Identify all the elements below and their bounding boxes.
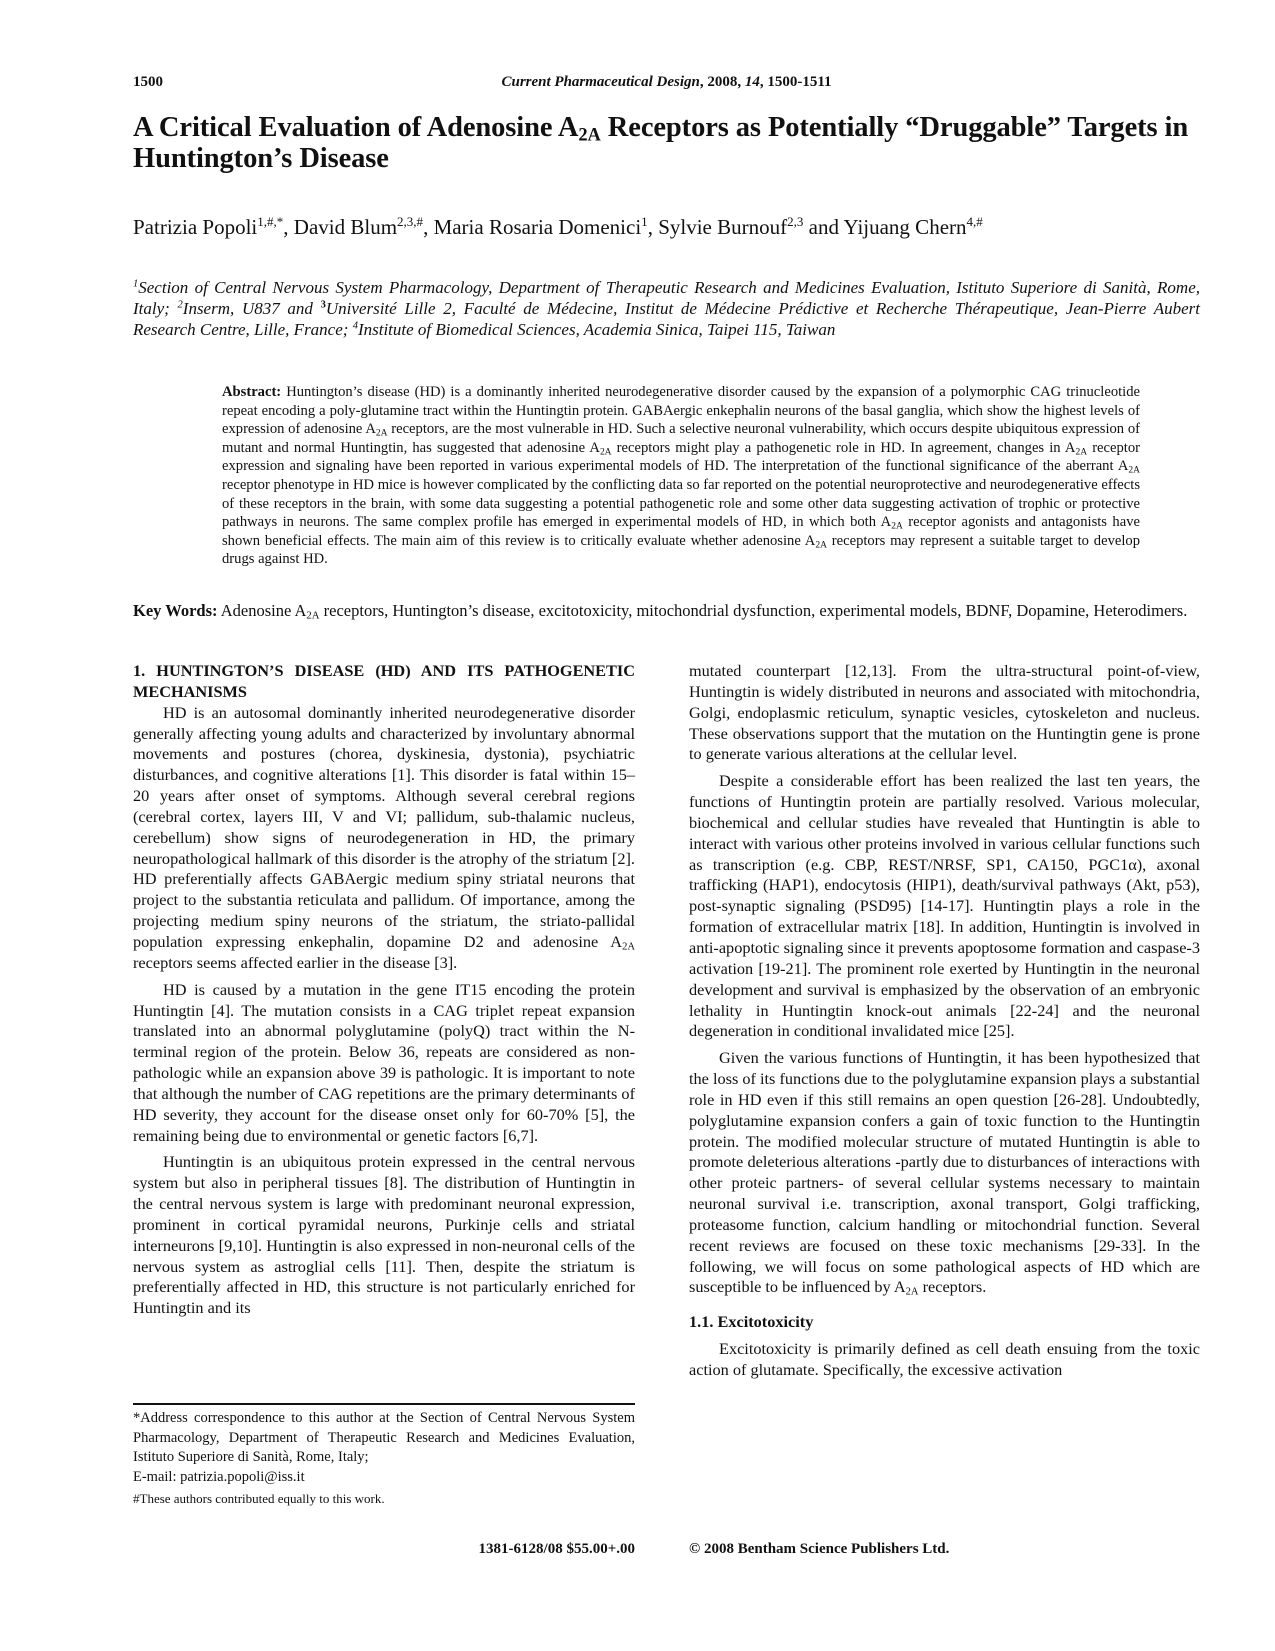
author-affiliation-marker: 1: [641, 214, 648, 230]
subscript: 2A: [815, 540, 827, 551]
keywords-label: Key Words:: [133, 601, 218, 620]
keywords: [133, 601, 1200, 622]
journal-citation: [133, 74, 1200, 91]
subscript: 2A: [905, 1287, 919, 1299]
title-text-1: A Critical Evaluation of Adenosine A: [133, 112, 579, 143]
author-name: Yijuang Chern: [843, 215, 967, 239]
copyright: © 2008 Bentham Science Publishers Ltd.: [689, 1541, 950, 1557]
page-number: 1500: [133, 74, 163, 90]
author-separator: ,: [647, 215, 659, 239]
journal-pages: , 1500-1511: [759, 74, 832, 90]
journal-volume: 14: [744, 74, 760, 90]
affiliation-marker: 4: [352, 321, 358, 333]
body-column-left: [133, 661, 635, 1325]
footnote-divider: [133, 1403, 635, 1405]
affiliation-marker: 1: [133, 278, 139, 290]
subscript: 2A: [1128, 465, 1140, 476]
author-affiliation-marker: 2,3: [787, 214, 804, 230]
paragraph: Despite a considerable effort has been realized the last ten years, the functions of Huntingtin protein are partially resolved. Various molecular, biochemical and cellular studies have revealed that Huntingtin is able to interact with various other proteins involved in various cellular functions such as transcription (e.g. CBP, REST/NRSF, SP1, CA150, PGC1α), axonal trafficking (HAP1), endocytosis (HIP1), death/survival pathways (Akt, p53), post-synaptic signaling (PSD95) [14-17]. Huntingtin plays a role in the formation of extracellular matrix [18]. In addition, Huntingtin is involved in anti-apoptotic signaling since it prevents apoptosome formation and caspase-3 activation [19-21]. The prominent role exerted by Huntingtin in the neuronal development and survival is emphasized by the observation of an embryonic lethality in Huntingtin knock-out animals [22-24] and the neuronal degeneration in conditional invalidated mice [25].: [689, 771, 1200, 1041]
equal-contribution-note: #These authors contributed equally to this work.: [133, 1491, 385, 1506]
abstract-text: receptor phenotype in HD mice is however complicated by the conflicting data so far reported on the potential neuroprotective and neurodegenerative effects of these receptors in the brain, with some data suggesting a potential pathogenetic role and some other data suggesting activation of trophic or protective pathways in neurons. The same complex profile has emerged in experimental models of HD, in which both A: [222, 476, 1140, 531]
author-separator: ,: [283, 215, 294, 239]
author-separator: ,: [423, 215, 434, 239]
author-separator: and: [803, 215, 844, 239]
abstract-text: receptors might play a pathogenetic role in HD. In agreement, changes in A: [611, 439, 1076, 456]
issn-price: 1381-6128/08 $55.00+.00: [478, 1541, 635, 1557]
author: [434, 215, 659, 239]
subsection-heading: 1.1. Excitotoxicity: [689, 1312, 814, 1332]
author: [133, 215, 294, 239]
paragraph: [133, 703, 635, 974]
affiliation-text: Inserm, U837 and: [182, 299, 321, 319]
subscript: 2A: [891, 521, 903, 532]
journal-name: Current Pharmaceutical Design: [501, 74, 700, 90]
paragraph: Excitotoxicity is primarily defined as cell death ensuing from the toxic action of glutamate. Specifically, the excessive activation: [689, 1339, 1200, 1379]
abstract-text: receptor expression and signaling have been reported in various experimental models of HD. The interpretation of the functional significance of the aberrant A: [222, 439, 1141, 475]
subscript: 2A: [1075, 447, 1088, 458]
author-affiliation-marker: 2,3,#: [397, 214, 424, 230]
abstract-text: receptor agonists and antagonists have shown beneficial effects. The main aim of this review is to critically evaluate whether adenosine A: [222, 514, 1140, 549]
abstract-text: Huntington’s disease (HD) is a dominantly inherited neurodegenerative disorder caused by the expansion of a polymorphic CAG trinucleotide repeat encoding a poly-glutamine tract within the Huntingtin protein. GABAergic enkephalin neurons of the basal ganglia, which show the highest levels of expression of adenosine A: [222, 384, 1140, 438]
paragraph-text: receptors seems affected earlier in the disease [3].: [133, 952, 458, 972]
body-column-right: [689, 661, 1200, 1387]
paragraph-text: receptors.: [918, 1277, 987, 1297]
affiliation-text: Institute of Biomedical Sciences, Academia Sinica, Taipei 115, Taiwan: [357, 320, 836, 340]
author-list: [133, 214, 1200, 240]
paragraph: HD is caused by a mutation in the gene IT15 encoding the protein Huntingtin [4]. The mutation consists in a CAG triplet repeat expansion translated into an abnormal polyglutamine (polyQ) tract within the N-terminal region of the protein. Below 36, repeats are considered as non-pathologic while an expansion above 39 is pathologic. It is important to note that although the number of CAG repetitions are the primary determinants of HD severity, they account for the disease onset only for 60-70% [5], the remaining being due to environmental or genetic factors [6,7].: [133, 979, 635, 1145]
subscript: 2A: [306, 609, 320, 622]
subscript: 2A: [375, 428, 388, 439]
title-text-2: Receptors as Potentially “Druggable” Targets in Huntington’s Disease: [133, 112, 1189, 174]
author-affiliation-marker: 4,#: [966, 214, 983, 230]
abstract-text: receptors may represent a suitable target to develop drugs against HD.: [222, 532, 1141, 568]
correspondence-note: *Address correspondence to this author at the Section of Central Nervous System Pharmacology, Department of Therapeutic Research and Medicines Evaluation, Istituto Superiore di Sanità, Rome, Italy;: [133, 1410, 635, 1465]
email-note: E-mail: patrizia.popoli@iss.it: [133, 1468, 305, 1485]
keywords-text: Adenosine A: [217, 601, 307, 620]
author: [843, 215, 982, 239]
keywords-text: receptors, Huntington’s disease, excitotoxicity, mitochondrial dysfunction, experimental models, BDNF, Dopamine, Heterodimers.: [319, 601, 1188, 620]
author-name: Sylvie Burnouf: [658, 215, 788, 239]
article-title: [133, 112, 1208, 174]
author-name: Maria Rosaria Domenici: [433, 215, 642, 239]
affiliation-text: Section of Central Nervous System Pharmacology, Department of Therapeutic Research and Medicines Evaluation, Istituto Superiore di Sanità, Rome, Italy;: [133, 278, 1200, 319]
author-name: David Blum: [293, 215, 398, 239]
paragraph: mutated counterpart [12,13]. From the ultra-structural point-of-view, Huntingtin is widely distributed in neurons and associated with mitochondria, Golgi, endoplasmic reticulum, synaptic vesicles, cytoskeleton and nucleus. These observations support that the mutation on the Huntingtin gene is prone to generate various alterations at the cellular level.: [689, 661, 1200, 764]
journal-year: , 2008,: [699, 74, 745, 90]
affiliations: [133, 277, 1200, 341]
subscript: 2A: [622, 941, 635, 953]
paragraph: [689, 1048, 1200, 1298]
paragraph-text: Given the various functions of Huntingtin, it has been hypothesized that the loss of its functions due to the polyglutamine expansion plays a substantial role in HD even if this still remains an open question [26-28]. Undoubtedly, polyglutamine expansion confers a gain of toxic function to the Huntingtin protein. The modified molecular structure of mutated Huntingtin is able to promote deleterious alterations -partly due to disturbances of interactions with other proteic partners- of several cellular systems necessary to maintain neuronal survival i.e. transcription, axonal transport, Golgi trafficking, proteasome function, calcium handling or mitochondrial function. Several recent reviews are focused on these toxic mechanisms [29-33]. In the following, we will focus on some pathological aspects of HD which are susceptible to be influenced by A: [689, 1048, 1200, 1297]
paragraph-text: HD is an autosomal dominantly inherited neurodegenerative disorder generally affecting young adults and characterized by involuntary abnormal movements and postures (chorea, dyskinesia, dystonia), psychiatric disturbances, and cognitive alterations [1]. This disorder is fatal within 15–20 years after onset of symptoms. Although several cerebral regions (cerebral cortex, layers III, V and VI; pallidum, sub-thalamic nucleus, cerebellum) show signs of neurodegeneration in HD, the primary neuropathological hallmark of this disorder is the atrophy of the striatum [2]. HD preferentially affects GABAergic medium spiny striatal neurons that project to the substantia reticulata and pallidum. Of importance, among the projecting medium spiny neurons of the striatum, the striato-pallidal population expressing enkephalin, dopamine D2 and adenosine A: [133, 702, 635, 951]
affiliation-text: Université Lille 2, Faculté de Médecine, Institut de Médecine Prédictive et Recherche Thérapeutique, Jean-Pierre Aubert Research Centre, Lille, France;: [133, 299, 1200, 340]
affiliation-marker: 3: [320, 299, 326, 311]
author: [658, 215, 843, 239]
running-head: [133, 74, 1200, 96]
author: [294, 215, 434, 239]
title-subscript: 2A: [578, 124, 601, 146]
abstract-label: Abstract:: [222, 384, 282, 400]
affiliation-marker: 2: [177, 299, 183, 311]
section-heading: 1. HUNTINGTON’S DISEASE (HD) AND ITS PATHOGENETIC MECHANISMS: [133, 661, 635, 701]
author-affiliation-marker: 1,#,*: [257, 214, 284, 230]
abstract-text: receptors, are the most vulnerable in HD. Such a selective neuronal vulnerability, which occurs despite ubiquitous expression of mutant and normal Huntingtin, has suggested that adenosine A: [222, 421, 1140, 456]
paragraph: Huntingtin is an ubiquitous protein expressed in the central nervous system but also in peripheral tissues [8]. The distribution of Huntingtin in the central nervous system is large with predominant neuronal expression, prominent in cortical pyramidal neurons, Purkinje cells and striatal interneurons [9,10]. Huntingtin is also expressed in non-neuronal cells of the nervous system as astroglial cells [11]. Then, despite the striatum is preferentially affected in HD, this structure is not particularly enriched for Huntingtin and its: [133, 1152, 635, 1318]
author-name: Patrizia Popoli: [133, 215, 258, 239]
abstract: [222, 383, 1140, 569]
subscript: 2A: [599, 447, 612, 458]
footnotes: [133, 1409, 635, 1509]
